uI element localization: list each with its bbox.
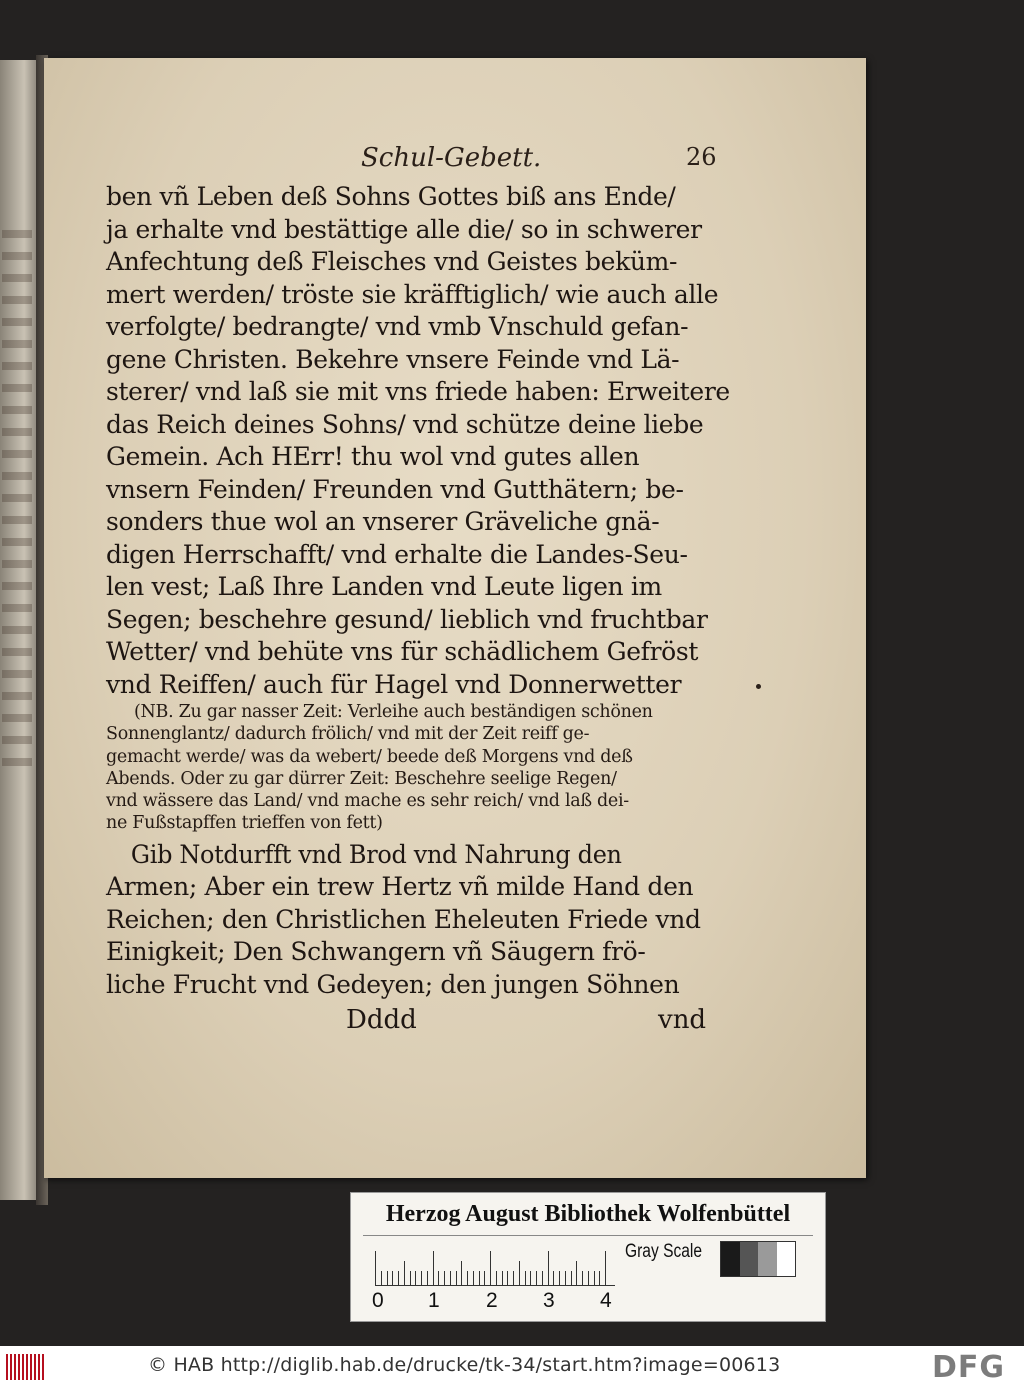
ruler-tick	[502, 1271, 503, 1285]
weather-note	[106, 701, 746, 835]
text-line: Reichen; den Christlichen Eheleuten Friede vnd	[106, 904, 701, 934]
ruler-tick	[507, 1271, 508, 1285]
ruler-tick	[375, 1251, 376, 1285]
ruler-tick	[536, 1271, 537, 1285]
note-line: gemacht werde/ was da webert/ beede deß Morgens vnd deß	[106, 746, 633, 767]
ruler-tick	[576, 1261, 577, 1285]
ruler-tick	[387, 1271, 388, 1285]
ruler-tick	[582, 1271, 583, 1285]
ruler-tick	[553, 1271, 554, 1285]
ruler-tick	[427, 1271, 428, 1285]
institution-name: Herzog August Bibliothek Wolfenbüttel	[385, 1201, 791, 1227]
text-line: digen Herrschafft/ vnd erhalte die Landes-Seu-	[106, 539, 688, 569]
ruler-tick	[404, 1261, 405, 1285]
ruler-number: 0	[372, 1289, 384, 1312]
text-line: liche Frucht vnd Gedeyen; den jungen Söhnen	[106, 969, 680, 999]
page-number: 26	[686, 143, 717, 171]
book-page	[44, 58, 866, 1178]
ruler-tick	[559, 1271, 560, 1285]
ruler-tick	[381, 1271, 382, 1285]
dfg-logo: DFG	[932, 1350, 1006, 1385]
ruler-tick	[444, 1271, 445, 1285]
ruler-tick	[456, 1271, 457, 1285]
ruler-tick	[565, 1271, 566, 1285]
note-line: vnd wässere das Land/ vnd mache es sehr reich/ vnd laß dei-	[106, 791, 629, 812]
ruler-number: 1	[428, 1289, 440, 1312]
ruler-tick	[467, 1271, 468, 1285]
ruler-tick	[410, 1271, 411, 1285]
text-line: Armen; Aber ein trew Hertz vñ milde Hand den	[106, 872, 694, 902]
note-line: ne Fußstapffen trieffen von fett)	[106, 813, 383, 834]
text-line: verfolgte/ bedrangte/ vnd vmb Vnschuld gefan-	[106, 312, 689, 341]
footer-bar	[0, 1346, 1024, 1388]
ruler-tick	[588, 1271, 589, 1285]
running-head	[106, 143, 746, 177]
ruler-tick	[605, 1251, 606, 1285]
ruler-tick	[421, 1271, 422, 1285]
grayscale-swatch	[758, 1242, 777, 1276]
ruler-tick	[484, 1271, 485, 1285]
text-line: sterer/ vnd laß sie mit vns friede haben: Erweitere	[106, 377, 730, 406]
grayscale-swatches	[720, 1241, 796, 1277]
ruler-tick	[479, 1271, 480, 1285]
ruler-tick	[542, 1271, 543, 1285]
note-line: Abends. Oder zu gar dürrer Zeit: Beschehre seelige Regen/	[106, 768, 617, 789]
text-line: ben vñ Leben deß Sohns Gottes biß ans Ende/	[106, 182, 676, 211]
text-line: Anfechtung deß Fleisches vnd Geistes beküm-	[106, 247, 678, 276]
text-line: Wetter/ vnd behüte vns für schädlichem Gefröst	[106, 637, 699, 666]
ruler-tick	[513, 1271, 514, 1285]
text-line: das Reich deines Sohns/ vnd schütze deine liebe	[106, 409, 704, 439]
grayscale-label: Gray Scale	[625, 1241, 703, 1262]
prayer-text	[106, 181, 746, 701]
page-text-block	[106, 143, 746, 1045]
text-line: mert werden/ tröste sie kräfftiglich/ wie auch alle	[106, 279, 719, 309]
ruler-tick	[525, 1271, 526, 1285]
running-title: Schul-Gebett.	[361, 143, 542, 173]
ruler-tick	[571, 1271, 572, 1285]
text-line: sonders thue wol an vnserer Gräveliche gnä-	[106, 507, 660, 536]
ruler-tick	[398, 1271, 399, 1285]
note-line: Sonnenglantz/ dadurch frölich/ vnd mit der Zeit reiff ge-	[106, 724, 590, 745]
text-line: ja erhalte vnd bestättige alle die/ so in schwerer	[106, 214, 702, 244]
ruler-tick	[473, 1271, 474, 1285]
text-line: vnsern Feinden/ Freunden vnd Gutthätern; be-	[106, 474, 684, 504]
ruler-tick	[530, 1271, 531, 1285]
text-line: gene Christen. Bekehre vnsere Feinde vnd Lä-	[106, 344, 680, 374]
ruler-number: 4	[600, 1289, 612, 1312]
ruler-tick	[438, 1271, 439, 1285]
text-line: Gib Notdurfft vnd Brod vnd Nahrung den	[130, 839, 622, 869]
prayer-text-continued	[106, 839, 746, 1002]
ruler-tick	[548, 1251, 549, 1285]
left-page-text-fragment	[2, 230, 32, 770]
grayscale-swatch	[777, 1242, 796, 1276]
signature-mark: Dddd	[346, 1005, 417, 1036]
ruler-tick	[519, 1261, 520, 1285]
text-line: vnd Reiffen/ auch für Hagel vnd Donnerwetter	[106, 669, 682, 699]
text-line: Segen; beschehre gesund/ lieblich vnd fruchtbar	[106, 604, 708, 634]
ruler-number: 3	[543, 1289, 555, 1312]
ruler-tick	[594, 1271, 595, 1285]
ruler-tick	[496, 1271, 497, 1285]
ruler-tick	[433, 1251, 434, 1285]
ruler-tick	[599, 1271, 600, 1285]
ruler-number: 2	[486, 1289, 498, 1312]
color-scale-card	[350, 1192, 826, 1322]
text-line: Gemein. Ach HErr! thu wol vnd gutes allen	[106, 442, 640, 471]
catchword: vnd	[658, 1005, 707, 1036]
ruler-tick	[450, 1271, 451, 1285]
ruler-tick	[415, 1271, 416, 1285]
text-line: len vest; Laß Ihre Landen vnd Leute ligen im	[106, 572, 662, 601]
grayscale-swatch	[721, 1242, 740, 1276]
copyright-link[interactable]: © HAB http://diglib.hab.de/drucke/tk-34/start.htm?image=00613	[148, 1354, 781, 1376]
ruler-tick	[461, 1261, 462, 1285]
text-line: Einigkeit; Den Schwangern vñ Säugern frö-	[106, 937, 646, 967]
page-footer-marks	[106, 1005, 746, 1045]
ruler-tick	[490, 1251, 491, 1285]
grayscale-swatch	[740, 1242, 759, 1276]
ruler-tick	[392, 1271, 393, 1285]
card-divider	[363, 1235, 813, 1236]
ruler	[375, 1249, 615, 1286]
barcode-icon	[6, 1354, 48, 1380]
note-line: (NB. Zu gar nasser Zeit: Verleihe auch beständigen schönen	[134, 702, 653, 722]
ink-dot	[756, 684, 761, 689]
